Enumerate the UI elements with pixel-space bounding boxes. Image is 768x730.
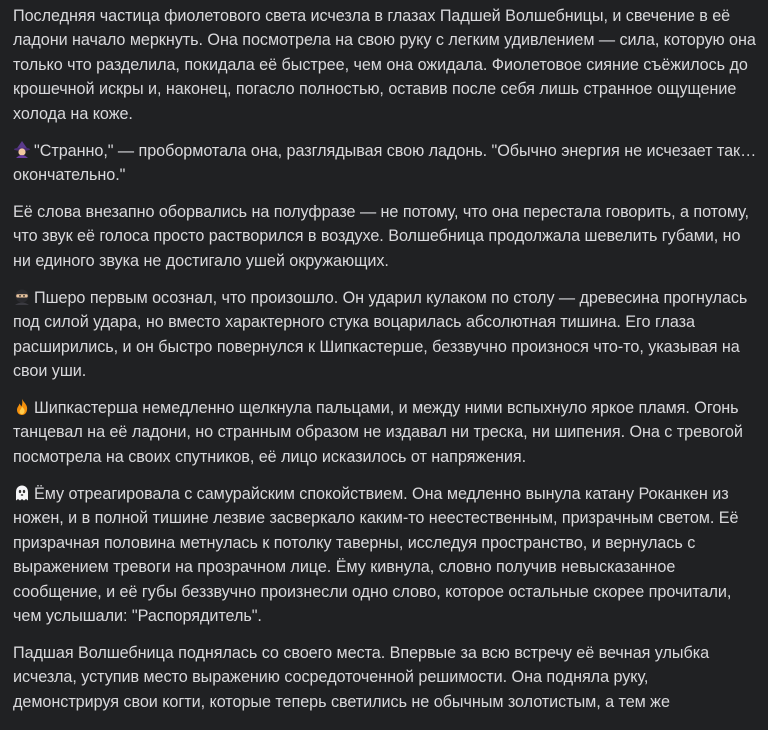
message-paragraph-4 — [13, 286, 758, 384]
message-paragraph-3 — [13, 200, 758, 273]
paragraph-text: Последняя частица фиолетового света исчезла в глазах Падшей Волшебницы, и свечение в её ладони начало меркнуть. Она посмотрела на свою руку с легким удивлением — сила, которую она только что разделила, покидала её быстрее, чем она ожидала. Фиолетовое сияние съёжилось до крошечной искры и, наконец, погасло полностью, оставив после себя лишь странное ощущение холода на коже. — [13, 7, 756, 123]
message-paragraph-1 — [13, 4, 758, 126]
message-paragraph-7 — [13, 641, 758, 714]
paragraph-text: "Странно," — пробормотала она, разглядывая свою ладонь. "Обычно энергия не исчезает так… окончательно." — [13, 141, 757, 185]
ghost-icon — [13, 484, 31, 502]
chat-message — [13, 4, 758, 727]
fire-icon — [13, 398, 31, 416]
witch-icon — [13, 141, 31, 159]
bottom-fade — [0, 724, 768, 730]
message-paragraph-2 — [13, 139, 758, 188]
paragraph-text: Ёму отреагировала с самурайским спокойствием. Она медленно вынула катану Роканкен из ножен, и в полной тишине лезвие засверкало каким-то неестественным, призрачным светом. Её призрачная половина метнулась к потолку таверны, исследуя пространство, и вернулась с выражением тревоги на прозрачном лице. Ёму кивнула, словно получив невысказанное сообщение, и её губы беззвучно произнесли одно слово, которое остальные скорее прочитали, чем услышали: "Распорядитель". — [13, 484, 739, 625]
message-paragraph-6 — [13, 482, 758, 628]
paragraph-text: Падшая Волшебница поднялась со своего места. Впервые за всю встречу её вечная улыбка исчезла, уступив место выражению сосредоточенной решимости. Она подняла руку, демонстрируя свои когти, которые теперь светились не обычным золотистым, а тем же — [13, 643, 710, 711]
paragraph-text: Её слова внезапно оборвались на полуфразе — не потому, что она перестала говорить, а потому, что звук её голоса просто растворился в воздухе. Волшебница продолжала шевелить губами, но ни единого звука не достигало ушей окружающих. — [13, 203, 749, 270]
paragraph-text: Шипкастерша немедленно щелкнула пальцами, и между ними вспыхнуло яркое пламя. Огонь танцевал на её ладони, но странным образом не издавал ни треска, ни шипения. Она с тревогой посмотрела на своих спутников, её лицо исказилось от напряжения. — [13, 399, 743, 466]
ninja-icon — [13, 288, 31, 306]
paragraph-text: Пшеро первым осознал, что произошло. Он ударил кулаком по столу — древесина прогнулась под силой удара, но вместо характерного стука воцарилась абсолютная тишина. Его глаза расширились, и он быстро повернулся к Шипкастерше, беззвучно произнося что-то, указывая на свои уши. — [13, 288, 748, 381]
message-paragraph-5 — [13, 396, 758, 469]
